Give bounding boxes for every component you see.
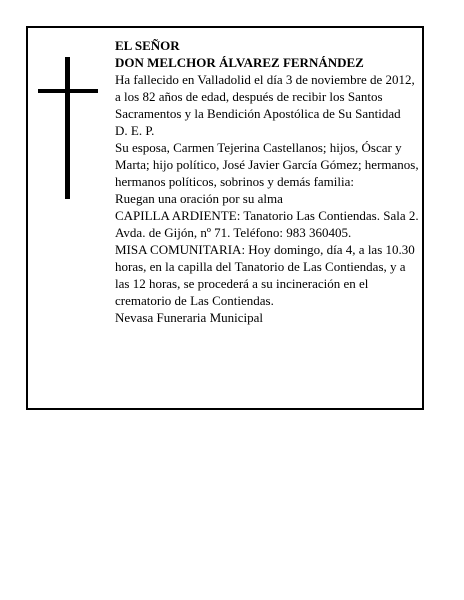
cross-icon — [38, 57, 98, 199]
notice-text — [115, 37, 423, 326]
mass-info: MISA COMUNITARIA: Hoy domingo, día 4, a las 10.30 horas, en la capilla del Tanatorio de Las Contiendas, y a las 12 horas, se procederá a su incineración en el crematorio de Las Contiendas. — [115, 242, 415, 308]
death-announcement: Ha fallecido en Valladolid el día 3 de noviembre de 2012, a los 82 años de edad, después de recibir los Santos Sacramentos y la Bendición Apostólica de Su Santidad — [115, 72, 415, 121]
cross-horizontal-bar — [38, 89, 98, 93]
prayer-request: Ruegan una oración por su alma — [115, 191, 283, 206]
cross-vertical-bar — [65, 57, 70, 199]
family-list: Su esposa, Carmen Tejerina Castellanos; hijos, Óscar y Marta; hijo político, José Javier García Gómez; hermanos, hermanos políticos, sobrinos y demás familia: — [115, 140, 419, 189]
deceased-name: DON MELCHOR ÁLVAREZ FERNÁNDEZ — [115, 55, 364, 70]
dep-line: D. E. P. — [115, 123, 155, 138]
funeral-home: Nevasa Funeraria Municipal — [115, 310, 264, 325]
obituary-notice — [26, 26, 424, 410]
notice-title-line1: EL SEÑOR — [115, 38, 180, 53]
chapel-info: CAPILLA ARDIENTE: Tanatorio Las Contiendas. Sala 2. Avda. de Gijón, nº 71. Teléfono: 983 360405. — [115, 208, 419, 240]
